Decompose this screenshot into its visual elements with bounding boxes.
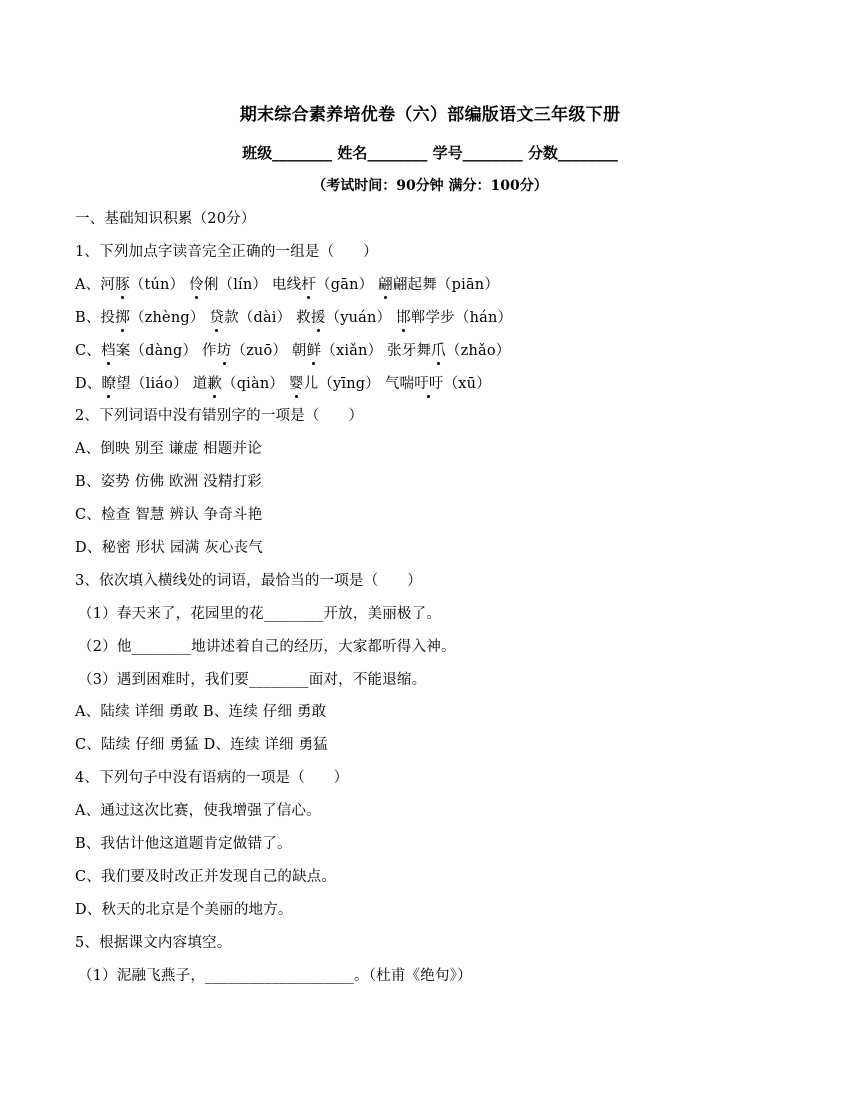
text-segment: D、 <box>75 376 102 392</box>
dotted-char: 贷 <box>209 306 224 327</box>
text-segment: 郸学步（hán） <box>410 310 513 326</box>
question-4-option-d: D、秋天的北京是个美丽的地方。 <box>75 902 293 918</box>
text-segment: 望（liáo） 道 <box>116 376 208 392</box>
dotted-char: 鲜 <box>307 339 322 360</box>
question-3-options-ab: A、陆续 详细 勇敢 B、连续 仔细 勇敢 <box>75 704 327 720</box>
dotted-char: 杆 <box>301 273 316 294</box>
dotted-char: 援 <box>311 306 326 327</box>
question-1-option-a <box>75 273 499 294</box>
dotted-char: 瞭 <box>102 372 117 393</box>
student-info-line: 班级________ 姓名________ 学号________ 分数________ <box>242 144 618 162</box>
question-1-option-b <box>75 306 512 327</box>
question-2-option-a: A、倒映 别至 谦虚 相题并论 <box>75 441 262 457</box>
dotted-char: 豚 <box>115 273 130 294</box>
question-3-item-3: （3）遇到困难时，我们要________面对，不能退缩。 <box>78 672 427 688</box>
question-3-item-2: （2）他________地讲述着自己的经历，大家都听得入神。 <box>78 639 456 655</box>
question-3-stem: 3、依次填入横线处的词语，最恰当的一项是（ ） <box>75 573 422 589</box>
question-5-stem: 5、根据课文内容填空。 <box>75 935 232 951</box>
dotted-char: 歉 <box>207 372 222 393</box>
text-segment: （gān） <box>316 277 379 293</box>
question-2-stem: 2、下列词语中没有错别字的一项是（ ） <box>75 408 364 424</box>
text-segment: （zhèng） <box>129 310 210 326</box>
text-segment: （zuō） 朝 <box>231 343 307 359</box>
text-segment: （yuán） <box>325 310 397 326</box>
text-segment: A、河 <box>75 277 116 293</box>
text-segment: 款（dài） 救 <box>224 310 311 326</box>
exam-time-line: （考试时间：90分钟 满分：100分） <box>312 178 548 194</box>
dotted-char: 档 <box>101 339 116 360</box>
text-segment: （xiǎn） 张牙舞 <box>321 343 432 359</box>
text-segment: 案（dàng） 作 <box>115 343 217 359</box>
dotted-char: 邯 <box>396 306 411 327</box>
question-3-options-cd: C、陆续 仔细 勇猛 D、连续 详细 勇猛 <box>75 737 328 753</box>
question-1-option-c <box>75 339 510 360</box>
dotted-char: 坊 <box>217 339 232 360</box>
question-1-stem: 1、下列加点字读音完全正确的一组是（ ） <box>75 244 378 260</box>
question-5-item-1: （1）泥融飞燕子，____________________。（杜甫《绝句》） <box>78 968 472 984</box>
question-3-item-1: （1）春天来了，花园里的花________开放，美丽极了。 <box>78 606 442 622</box>
section-heading: 一、基础知识积累（20分） <box>75 211 256 227</box>
dotted-char: 翩 <box>378 273 393 294</box>
question-1-option-d <box>75 372 491 393</box>
text-segment: 俐（lín） 电线 <box>203 277 302 293</box>
dotted-char: 掷 <box>115 306 130 327</box>
question-4-option-a: A、通过这次比赛，使我增强了信心。 <box>75 803 321 819</box>
question-4-stem: 4、下列句子中没有语病的一项是（ ） <box>75 770 349 786</box>
question-4-option-c: C、我们要及时改正并发现自己的缺点。 <box>75 869 337 885</box>
question-2-option-c: C、检查 智慧 辨认 争奇斗艳 <box>75 507 263 523</box>
question-2-option-b: B、姿势 仿佛 欧洲 没精打彩 <box>75 474 262 490</box>
text-segment: （xū） <box>443 376 491 392</box>
text-segment: （tún） <box>129 277 190 293</box>
text-segment: C、 <box>75 343 101 359</box>
dotted-char: 吁吁 <box>414 372 443 393</box>
question-4-option-b: B、我估计他这道题肯定做错了。 <box>75 836 292 852</box>
text-segment: 儿（yīng） 气喘 <box>303 376 415 392</box>
dotted-char: 伶 <box>189 273 204 294</box>
text-segment: B、投 <box>75 310 116 326</box>
dotted-char: 婴 <box>289 372 304 393</box>
question-2-option-d: D、秘密 形状 园满 灰心丧气 <box>75 540 263 556</box>
text-segment: （qiàn） <box>222 376 289 392</box>
dotted-char: 爪 <box>431 339 446 360</box>
text-segment: 翩起舞（piān） <box>392 277 500 293</box>
page-title: 期末综合素养培优卷（六）部编版语文三年级下册 <box>239 105 621 125</box>
text-segment: （zhǎo） <box>445 343 511 359</box>
